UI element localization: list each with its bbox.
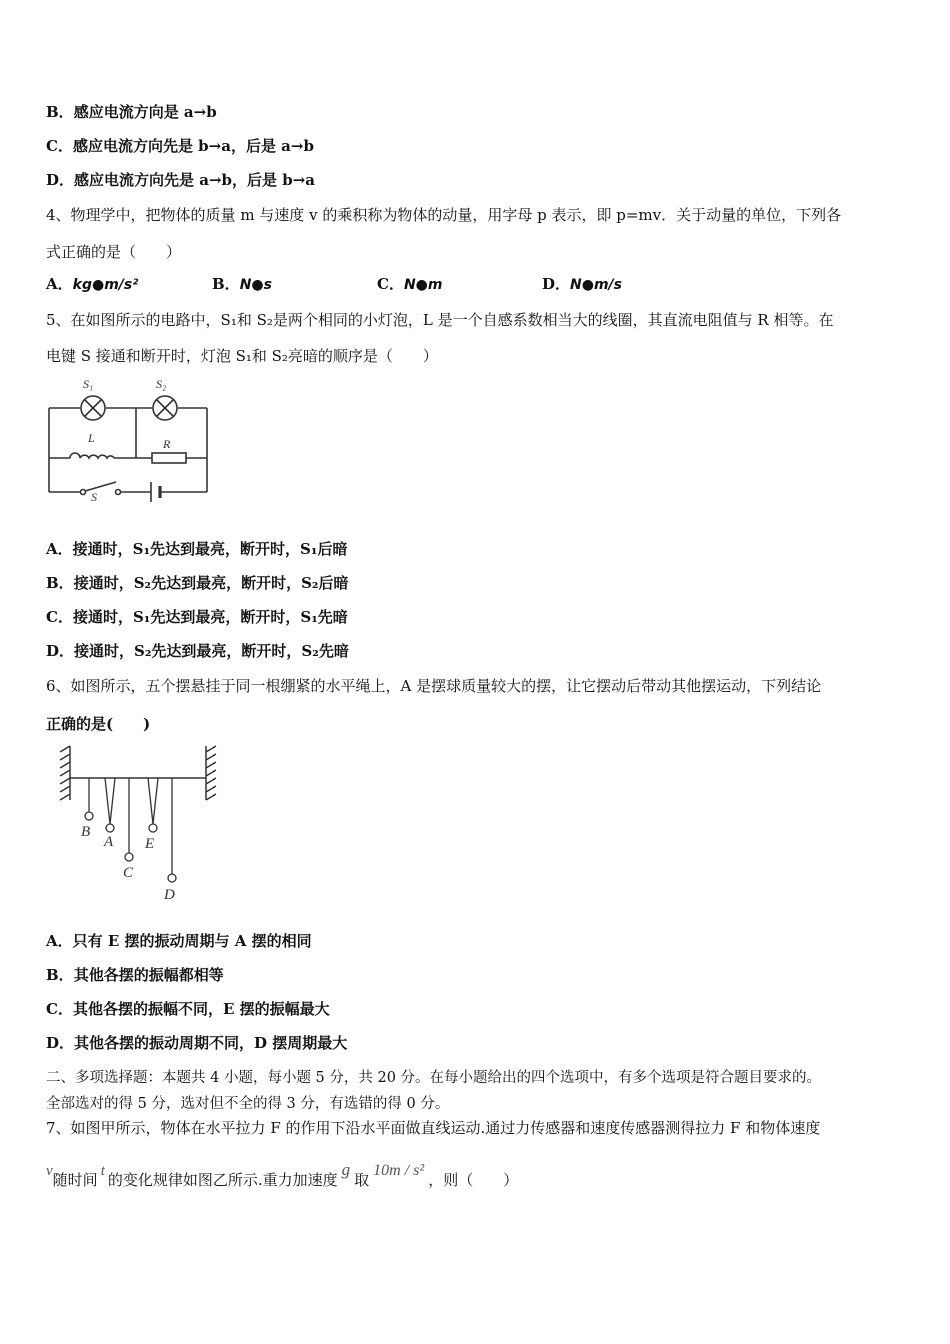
q6-stem-line2: 正确的是( ) (46, 715, 151, 733)
lamp-s1 (81, 396, 105, 420)
q6-stem-line1: 6、如图所示，五个摆悬挂于同一根绷紧的水平绳上，A 是摆球质量较大的摆，让它摆动后带动其他摆运动，下列结论 (46, 677, 822, 695)
q7-text-1: 随时间 (52, 1171, 98, 1189)
q7-gval: 10m / s² (373, 1162, 425, 1179)
q7-var-g: g (341, 1160, 351, 1179)
q7-var-t: t (100, 1163, 105, 1179)
q4-option-a: A．kg●m/s² (46, 275, 139, 293)
q6-option-b: B．其他各摆的振幅都相等 (46, 966, 224, 984)
q7-var-v: v (46, 1163, 53, 1179)
q5-option-b: B．接通时，S₂先达到最亮，断开时，S₂后暗 (46, 574, 349, 592)
pendulum-d (168, 778, 176, 882)
section2-line1: 二、多项选择题：本题共 4 小题，每小题 5 分，共 20 分。在每小题给出的四个选项中，有多个选项是符合题目要求的。 (46, 1070, 822, 1086)
label-b: B (81, 824, 91, 840)
q4-stem-line1: 4、物理学中，把物体的质量 m 与速度 v 的乘积称为物体的动量，用字母 p 表示，即 p=mv．关于动量的单位，下列各 (46, 206, 842, 224)
label-s2: S₂ (156, 377, 167, 391)
pendulum-a (105, 778, 115, 832)
q7-text-2: 的变化规律如图乙所示.重力加速度 (107, 1171, 338, 1189)
q6-option-d: D．其他各摆的振动周期不同，D 摆周期最大 (46, 1034, 348, 1052)
q7-stem-line2 (46, 1160, 519, 1193)
q5-option-d: D．接通时，S₂先达到最亮，断开时，S₂先暗 (46, 642, 349, 660)
label-s: S (91, 490, 97, 504)
switch (81, 482, 121, 495)
section2-line2: 全部选对的得 5 分，选对但不全的得 3 分，有选错的得 0 分。 (46, 1096, 450, 1112)
q7-text-3: 取 (354, 1171, 370, 1189)
resistor (152, 453, 186, 463)
q7-text-4: ，则（ ） (428, 1171, 519, 1189)
battery (151, 482, 160, 502)
q6-option-c: C．其他各摆的振幅不同，E 摆的振幅最大 (46, 1000, 330, 1018)
q7-stem-line1: 7、如图甲所示，物体在水平拉力 F 的作用下沿水平面做直线运动.通过力传感器和速度传感器测得拉力 F 和物体速度 (46, 1119, 821, 1137)
q3-option-c: C．感应电流方向先是 b→a，后是 a→b (46, 137, 314, 155)
q5-option-a: A．接通时，S₁先达到最亮，断开时，S₁后暗 (46, 540, 348, 558)
label-d: D (164, 887, 175, 903)
label-c: C (123, 865, 134, 881)
q4-stem-line2: 式正确的是（ ） (46, 243, 182, 261)
q4-option-b: B．N●s (212, 275, 272, 293)
q5-option-c: C．接通时，S₁先达到最亮，断开时，S₁先暗 (46, 608, 348, 626)
label-l: L (88, 431, 95, 445)
q4-option-c: C．N●m (377, 275, 443, 293)
q4-option-d: D．N●m/s (542, 275, 622, 293)
label-s1: S₁ (83, 377, 94, 391)
label-r: R (163, 437, 171, 451)
q3-option-d: D．感应电流方向先是 a→b，后是 b→a (46, 171, 316, 189)
q5-stem-line2: 电键 S 接通和断开时，灯泡 S₁和 S₂亮暗的顺序是（ ） (46, 347, 438, 365)
circuit-diagram (44, 374, 214, 504)
pendulum-c (125, 778, 133, 861)
inductor-coil (70, 453, 114, 458)
q6-option-a: A．只有 E 摆的振动周期与 A 摆的相同 (46, 932, 312, 950)
q3-option-b: B．感应电流方向是 a→b (46, 103, 217, 121)
label-e: E (145, 836, 155, 852)
label-a: A (104, 834, 114, 850)
pendulum-b (85, 778, 93, 820)
q5-stem-line1: 5、在如图所示的电路中，S₁和 S₂是两个相同的小灯泡，L 是一个自感系数相当大的线圈，其直流电阻值与 R 相等。在 (46, 311, 834, 329)
pendulum-e (148, 778, 158, 832)
pendulum-diagram (56, 746, 222, 904)
lamp-s2 (153, 396, 177, 420)
